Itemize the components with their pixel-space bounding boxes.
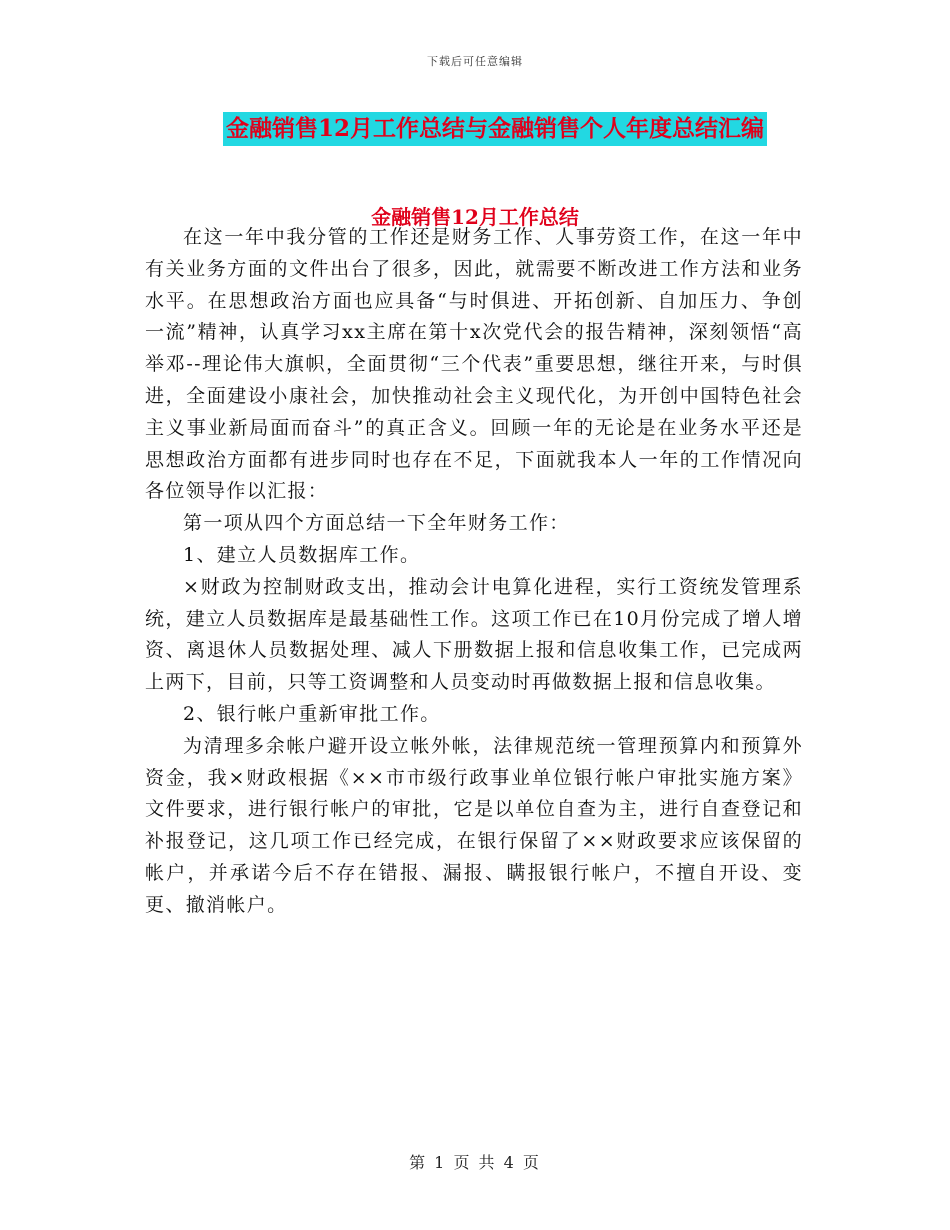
paragraph: 为清理多余帐户避开设立帐外帐，法律规范统一管理预算内和预算外资金，我×财政根据《××市市级行政事业单位银行帐户审批实施方案》文件要求，进行银行帐户的审批，它是以单位自查为主，进行自查登记和补报登记，这几项工作已经完成，在银行保留了××财政要求应该保留的帐户，并承诺今后不存在错报、漏报、瞒报银行帐户，不擅自开设、变更、撤消帐户。 — [145, 734, 803, 916]
body-text — [145, 222, 803, 922]
paragraph: 在这一年中我分管的工作还是财务工作、人事劳资工作，在这一年中有关业务方面的文件出台了很多，因此，就需要不断改进工作方法和业务水平。在思想政治方面也应具备“与时俱进、开拓创新、自加压力、争创一流”精神，认真学习xx主席在第十x次党代会的报告精神，深刻领悟“高举邓--理论伟大旗帜，全面贯彻“三个代表”重要思想，继往开来，与时俱进，全面建设小康社会，加快推动社会主义现代化，为开创中国特色社会主义事业新局面而奋斗”的真正含义。回顾一年的无论是在业务水平还是思想政治方面都有进步同时也存在不足，下面就我本人一年的工作情况向各位领导作以汇报： — [145, 226, 803, 503]
paragraph: 1、建立人员数据库工作。 — [183, 543, 421, 566]
paragraph: ×财政为控制财政支出，推动会计电算化进程，实行工资统发管理系统，建立人员数据库是最基础性工作。这项工作已在10月份完成了增人增资、离退休人员数据处理、减人下册数据上报和信息收集工作，已完成两上两下，目前，只等工资调整和人员变动时再做数据上报和信息收集。 — [145, 575, 803, 694]
header-note: 下载后可任意编辑 — [427, 55, 523, 68]
main-title-wrap — [0, 112, 950, 146]
main-title: 金融销售12月工作总结与金融销售个人年度总结汇编 — [223, 112, 767, 146]
paragraph: 2、银行帐户重新审批工作。 — [183, 702, 441, 725]
paragraph: 第一项从四个方面总结一下全年财务工作： — [183, 512, 570, 535]
section-title: 金融销售12月工作总结 — [371, 205, 579, 229]
page-footer: 第 1 页 共 4 页 — [409, 1153, 541, 1172]
